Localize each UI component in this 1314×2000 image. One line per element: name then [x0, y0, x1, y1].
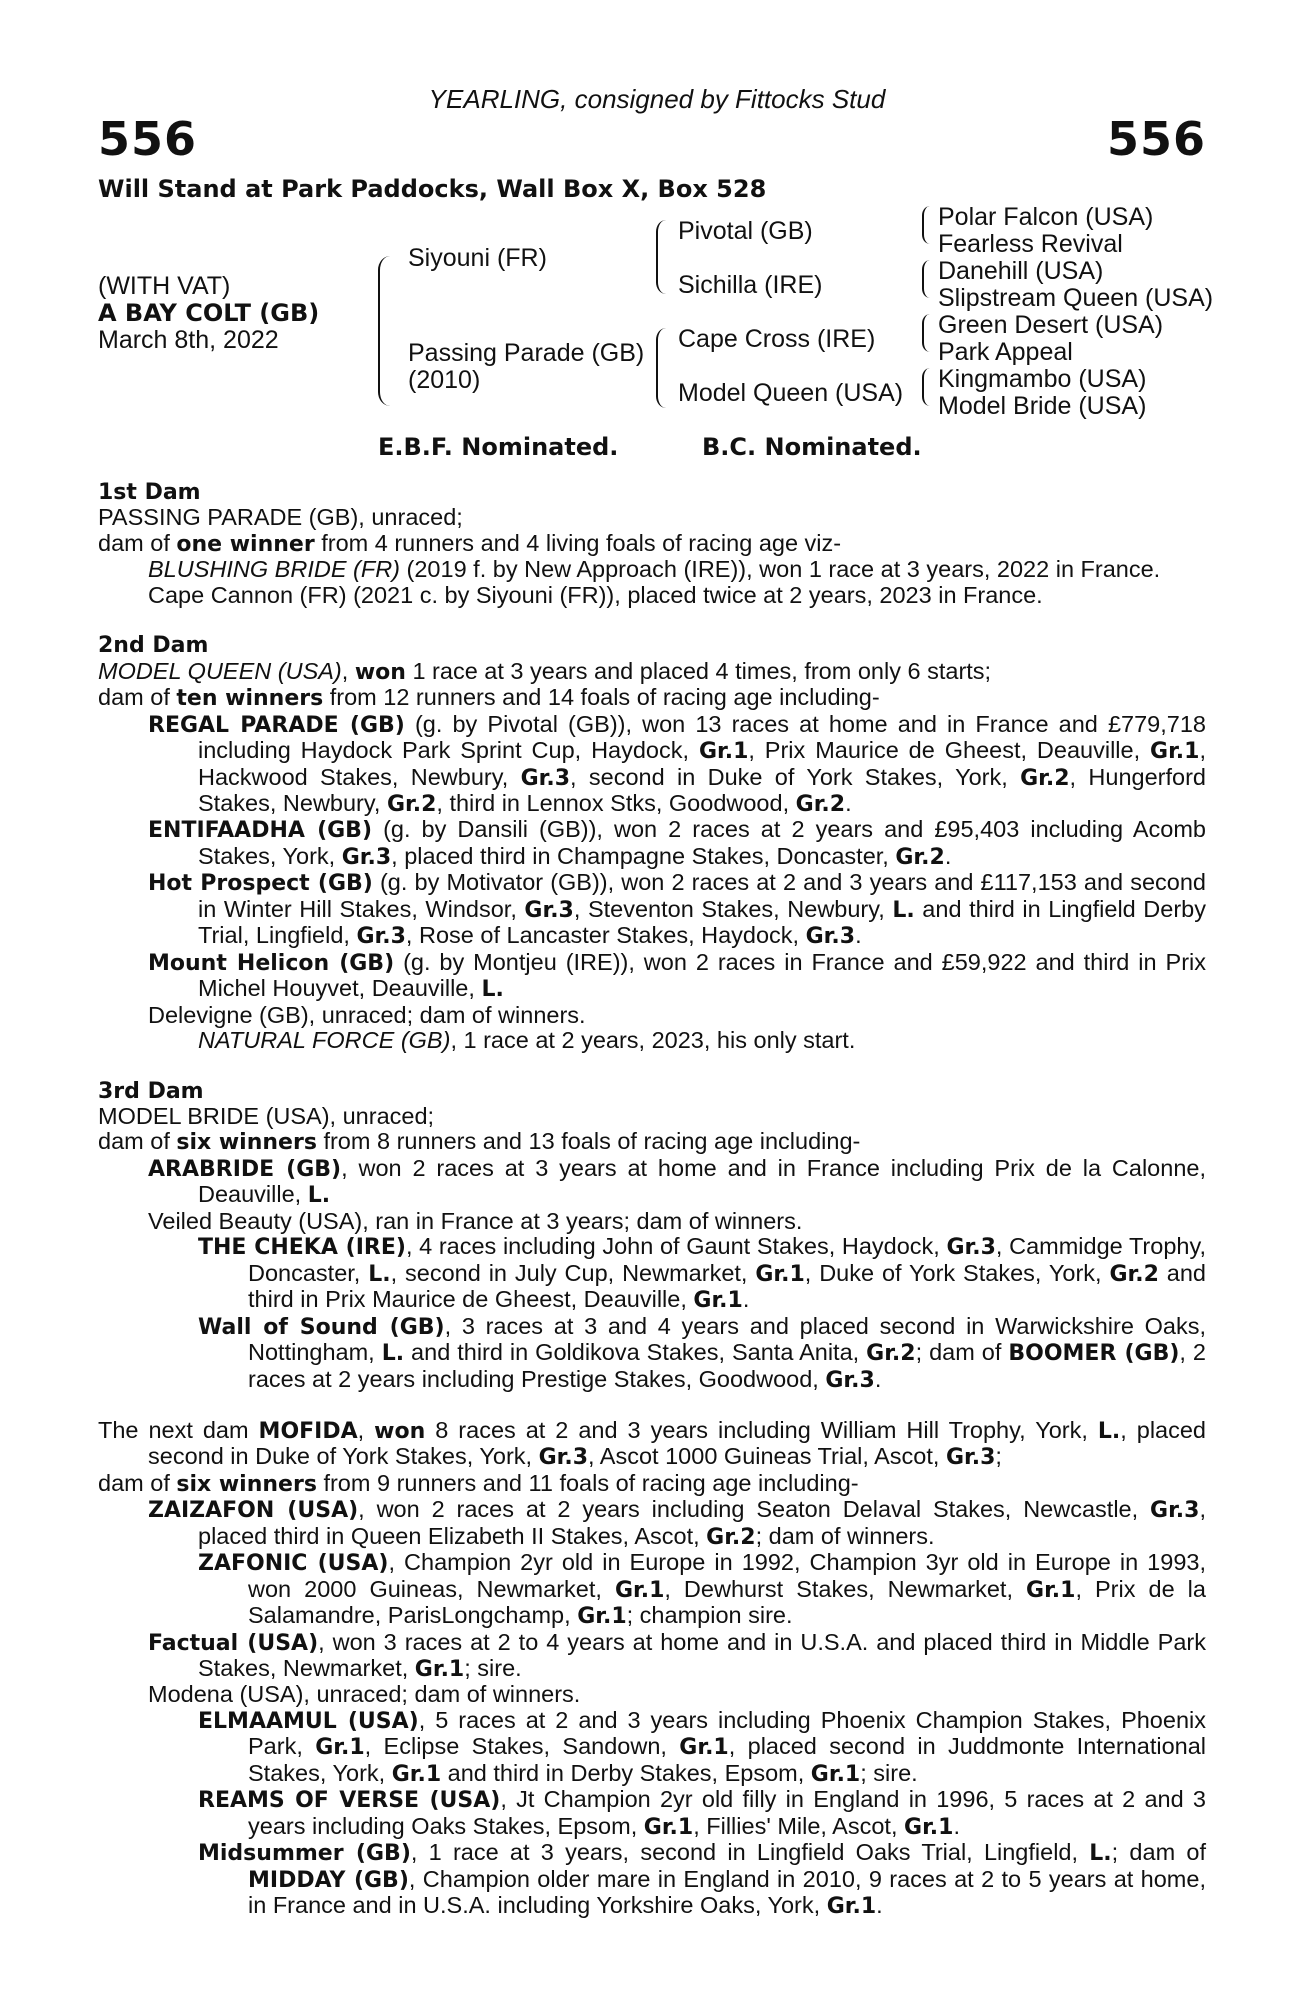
produce-entry: Hot Prospect (GB) (g. by Motivator (GB)), won 2 races at 2 and 3 years and £117,153 and second in Winter Hill Stakes, Windsor, Gr.3, Steventon Stakes, Newbury, L. and third in Lingfield Derby Trial, Lingfield, Gr.3, Rose of Lancaster Stakes, Haydock, Gr.3. [148, 869, 1206, 950]
produce-entry: Veiled Beauty (USA), ran in France at 3 years; dam of winners. [148, 1207, 803, 1234]
third-dam-produce-summary: dam of six winners from 8 runners and 13 foals of racing age including- [98, 1128, 861, 1156]
produce-entry: Modena (USA), unraced; dam of winners. [148, 1681, 581, 1708]
ped-dam-year: (2010) [408, 366, 481, 394]
second-dam-heading: 2nd Dam [98, 633, 209, 659]
third-dam-heading: 3rd Dam [98, 1078, 204, 1104]
catalogue-body [98, 480, 1206, 1920]
produce-entry: REGAL PARADE (GB) (g. by Pivotal (GB)), won 13 races at home and in France and £779,718 including Haydock Park Sprint Cup, Haydock, Gr.1, Prix Maurice de Gheest, Deauville, Gr.1, Hackwood Stakes, Newbury, Gr.3, second in Duke of York Stakes, York, Gr.2, Hungerford Stakes, Newbury, Gr.2, third in Lennox Stks, Goodwood, Gr.2. [148, 710, 1206, 817]
second-dam-produce-summary: dam of ten winners from 12 runners and 14 foals of racing age including- [98, 684, 880, 712]
second-dam-section [98, 633, 1206, 1053]
produce-entry: ELMAAMUL (USA), 5 races at 2 and 3 years including Phoenix Champion Stakes, Phoenix Park, Gr.1, Eclipse Stakes, Sandown, Gr.1, placed second in Juddmonte International Stakes, York, Gr.1 and third in Derby Stakes, Epsom, Gr.1; sire. [198, 1706, 1207, 1787]
ped-ddd: Model Bride (USA) [938, 392, 1147, 420]
ped-sdd: Slipstream Queen (USA) [938, 284, 1214, 312]
ped-dd: Model Queen (USA) [678, 379, 904, 407]
horse-name: A BAY COLT (GB) [98, 299, 320, 327]
ped-dsd: Park Appeal [938, 338, 1073, 366]
brace-dd [922, 368, 930, 406]
ped-ssd: Fearless Revival [938, 230, 1123, 258]
ped-sss: Polar Falcon (USA) [938, 203, 1154, 231]
ped-dss: Green Desert (USA) [938, 311, 1164, 339]
produce-entry: ARABRIDE (GB), won 2 races at 3 years at home and in France including Prix de la Calonne, Deauville, L. [148, 1154, 1206, 1209]
produce-entry: Cape Cannon (FR) (2021 c. by Siyouni (FR)), placed twice at 2 years, 2023 in France. [148, 581, 1043, 608]
ped-ds: Cape Cross (IRE) [678, 325, 876, 353]
first-dam-heading: 1st Dam [98, 480, 201, 505]
produce-entry: Wall of Sound (GB), 3 races at 3 and 4 years and placed second in Warwickshire Oaks, Nottingham, L. and third in Goldikova Stakes, Santa Anita, Gr.2; dam of BOOMER (GB), 2 races at 2 years including Prestige Stakes, Goodwood, Gr.3. [198, 1312, 1206, 1393]
brace-gen1 [378, 256, 390, 406]
ped-ss: Pivotal (GB) [678, 217, 813, 245]
produce-entry: Mount Helicon (GB) (g. by Montjeu (IRE)), won 2 races in France and £59,922 and third in Prix Michel Houyvet, Deauville, L. [148, 948, 1206, 1003]
ped-dds: Kingmambo (USA) [938, 365, 1147, 393]
produce-entry: BLUSHING BRIDE (FR) (2019 f. by New Approach (IRE)), won 1 race at 3 years, 2022 in France. [148, 556, 1161, 583]
horse-dob: March 8th, 2022 [98, 326, 279, 354]
produce-entry: Delevigne (GB), unraced; dam of winners. [148, 1001, 586, 1028]
brace-sire [656, 220, 666, 294]
produce-entry: Factual (USA), won 3 races at 2 to 4 years at home and in U.S.A. and placed third in Middle Park Stakes, Newmarket, Gr.1; sire. [148, 1628, 1206, 1683]
ped-sd: Sichilla (IRE) [678, 271, 823, 299]
produce-entry: Midsummer (GB), 1 race at 3 years, second in Lingfield Oaks Trial, Lingfield, L.; dam of MIDDAY (GB), Champion older mare in England in 2010, 9 races at 2 to 5 years at home, in France and in U.S.A. including Yorkshire Oaks, York, Gr.1. [198, 1839, 1206, 1920]
ped-dam: Passing Parade (GB) [408, 339, 645, 367]
produce-entry: ZAIZAFON (USA), won 2 races at 2 years including Seaton Delaval Stakes, Newcastle, Gr.3, placed third in Queen Elizabeth II Stakes, Ascot, Gr.2; dam of winners. [148, 1496, 1206, 1550]
produce-entry: ZAFONIC (USA), Champion 2yr old in Europe in 1992, Champion 3yr old in Europe in 1993, won 2000 Guineas, Newmarket, Gr.1, Dewhurst Stakes, Newmarket, Gr.1, Prix de la Salamandre, ParisLongchamp, Gr.1; champion sire. [198, 1549, 1206, 1630]
lot-number-right: 556 [1106, 112, 1206, 166]
brace-ss [922, 206, 930, 244]
next-dam-line: The next dam MOFIDA, won 8 races at 2 and 3 years including William Hill Trophy, York, L., placed second in Duke of York Stakes, York, Gr.3, Ascot 1000 Guineas Trial, Ascot, Gr.3; [98, 1416, 1207, 1471]
consignment-line: YEARLING, consigned by Fittocks Stud [428, 84, 886, 114]
ped-sds: Danehill (USA) [938, 257, 1104, 285]
first-dam-produce-summary: dam of one winner from 4 runners and 4 living foals of racing age viz- [98, 529, 842, 557]
ped-sire: Siyouni (FR) [408, 244, 547, 272]
produce-entry: THE CHEKA (IRE), 4 races including John of Gaunt Stakes, Haydock, Gr.3, Cammidge Trophy, Doncaster, L., second in July Cup, Newmarket, Gr.1, Duke of York Stakes, York, Gr.2 and third in Prix Maurice de Gheest, Deauville, Gr.1. [198, 1233, 1207, 1314]
brace-ds [922, 314, 930, 352]
first-dam-line: PASSING PARADE (GB), unraced; [98, 504, 463, 531]
next-dam-section [98, 1418, 1206, 1920]
brace-dam [656, 328, 666, 408]
bc-nomination: B.C. Nominated. [702, 433, 922, 461]
produce-entry: ENTIFAADHA (GB) (g. by Dansili (GB)), won 2 races at 2 years and £95,403 including Acomb Stakes, York, Gr.3, placed third in Champagne Stakes, Doncaster, Gr.2. [148, 816, 1207, 870]
brace-sd [922, 260, 930, 298]
ebf-nomination: E.B.F. Nominated. [378, 433, 619, 461]
stand-location: Will Stand at Park Paddocks, Wall Box X, Box 528 [98, 175, 767, 203]
third-dam-line: MODEL BRIDE (USA), unraced; [98, 1102, 435, 1129]
produce-entry: NATURAL FORCE (GB), 1 race at 2 years, 2023, his only start. [198, 1027, 856, 1054]
vat-note: (WITH VAT) [98, 272, 231, 300]
lot-number-left: 556 [98, 112, 198, 166]
first-dam-section [98, 480, 1206, 608]
next-dam-produce-summary: dam of six winners from 9 runners and 11 foals of racing age including- [98, 1469, 859, 1497]
second-dam-line: MODEL QUEEN (USA), won 1 race at 3 years and placed 4 times, from only 6 starts; [98, 657, 992, 685]
produce-entry: REAMS OF VERSE (USA), Jt Champion 2yr old filly in England in 1996, 5 races at 2 and 3 years including Oaks Stakes, Epsom, Gr.1, Fillies' Mile, Ascot, Gr.1. [198, 1786, 1206, 1840]
third-dam-section [98, 1079, 1206, 1393]
